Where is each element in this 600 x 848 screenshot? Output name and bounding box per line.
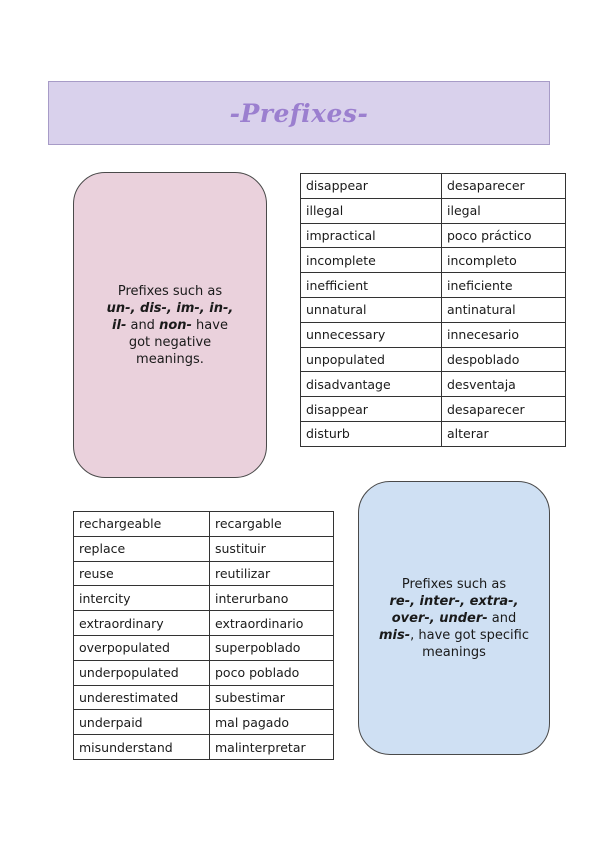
table-row (74, 586, 334, 611)
english-word-cell: disturb (301, 421, 442, 446)
table-row (301, 347, 566, 372)
table-row (301, 322, 566, 347)
english-word-cell: unnecessary (301, 322, 442, 347)
english-word-cell: disappear (301, 397, 442, 422)
english-word-cell: misunderstand (74, 735, 210, 760)
spanish-translation-cell: alterar (442, 421, 566, 446)
negative-note-prefixes: un-, dis-, im-, in-, il- (106, 300, 234, 333)
spanish-translation-cell: poco poblado (210, 660, 334, 685)
english-word-cell: unnatural (301, 297, 442, 322)
table-row (301, 223, 566, 248)
spanish-translation-cell: reutilizar (210, 561, 334, 586)
table-row (74, 536, 334, 561)
table-row (301, 174, 566, 199)
table-row (301, 273, 566, 298)
spanish-translation-cell: desventaja (442, 372, 566, 397)
spanish-translation-cell: ineficiente (442, 273, 566, 298)
english-word-cell: disadvantage (301, 372, 442, 397)
english-word-cell: underestimated (74, 685, 210, 710)
spanish-translation-cell: antinatural (442, 297, 566, 322)
english-word-cell: inefficient (301, 273, 442, 298)
table-row (74, 561, 334, 586)
title-banner (48, 81, 550, 145)
table-row (301, 372, 566, 397)
specific-note-rest: , have got specific meanings (410, 627, 529, 660)
english-word-cell: underpaid (74, 710, 210, 735)
table-row (301, 198, 566, 223)
negative-note-text (102, 283, 238, 368)
specific-note-intro: Prefixes such as (401, 576, 507, 592)
negative-note-rest: have got negative meanings. (128, 317, 228, 367)
english-word-cell: incomplete (301, 248, 442, 273)
spanish-translation-cell: subestimar (210, 685, 334, 710)
specific-note-prefix-last: mis- (379, 627, 411, 643)
spanish-translation-cell: interurbano (210, 586, 334, 611)
specific-prefix-table (73, 511, 334, 760)
negative-prefix-table (300, 173, 566, 447)
specific-note-text (379, 576, 529, 661)
english-word-cell: reuse (74, 561, 210, 586)
english-word-cell: illegal (301, 198, 442, 223)
english-word-cell: underpopulated (74, 660, 210, 685)
table-row (301, 421, 566, 446)
spanish-translation-cell: poco práctico (442, 223, 566, 248)
english-word-cell: unpopulated (301, 347, 442, 372)
table-row (74, 512, 334, 537)
table-row (74, 735, 334, 760)
table-row (301, 297, 566, 322)
table-row (74, 660, 334, 685)
table-row (74, 685, 334, 710)
spanish-translation-cell: incompleto (442, 248, 566, 273)
negative-note-prefix-last: non- (159, 317, 192, 333)
spanish-translation-cell: ilegal (442, 198, 566, 223)
page-title: -Prefixes- (229, 98, 369, 128)
negative-prefixes-note (73, 172, 267, 478)
spanish-translation-cell: desaparecer (442, 174, 566, 199)
english-word-cell: intercity (74, 586, 210, 611)
specific-note-prefixes: re-, inter-, extra-, over-, under- (389, 593, 519, 626)
spanish-translation-cell: innecesario (442, 322, 566, 347)
spanish-translation-cell: sustituir (210, 536, 334, 561)
specific-prefixes-note (358, 481, 550, 755)
english-word-cell: disappear (301, 174, 442, 199)
english-word-cell: overpopulated (74, 635, 210, 660)
english-word-cell: rechargeable (74, 512, 210, 537)
table-row (301, 397, 566, 422)
spanish-translation-cell: malinterpretar (210, 735, 334, 760)
english-word-cell: replace (74, 536, 210, 561)
spanish-translation-cell: mal pagado (210, 710, 334, 735)
english-word-cell: impractical (301, 223, 442, 248)
spanish-translation-cell: recargable (210, 512, 334, 537)
table-row (301, 248, 566, 273)
spanish-translation-cell: extraordinario (210, 611, 334, 636)
table-row (74, 710, 334, 735)
english-word-cell: extraordinary (74, 611, 210, 636)
spanish-translation-cell: superpoblado (210, 635, 334, 660)
specific-note-and: and (487, 610, 517, 626)
table-row (74, 635, 334, 660)
negative-note-intro: Prefixes such as (117, 283, 223, 299)
spanish-translation-cell: despoblado (442, 347, 566, 372)
table-row (74, 611, 334, 636)
negative-note-and: and (126, 317, 160, 333)
spanish-translation-cell: desaparecer (442, 397, 566, 422)
